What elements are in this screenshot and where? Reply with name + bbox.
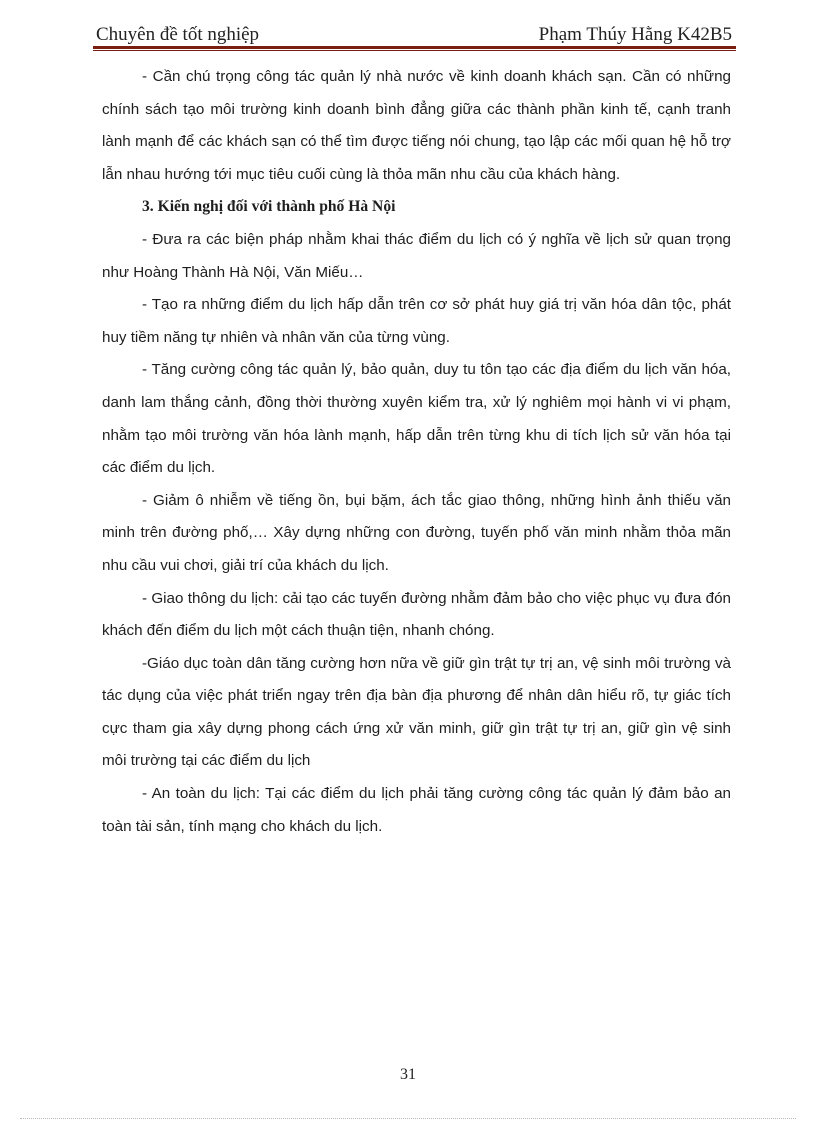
paragraph-tourist-safety: - An toàn du lịch: Tại các điểm du lịch phải tăng cường công tác quản lý đảm bảo an toàn tài sản, tính mạng cho khách du lịch. [102, 785, 731, 835]
paragraph-site-preservation: - Tăng cường công tác quản lý, bảo quản, duy tu tôn tạo các địa điểm du lịch văn hóa, danh lam thắng cảnh, đồng thời thường xuyên kiểm tra, xử lý nghiêm mọi hành vi vi phạm, nhằm tạo môi trường văn hóa lành mạnh, hấp dẫn trên từng khu di tích lịch sử văn hóa tại các điểm du lịch. [102, 361, 731, 477]
paragraph-attractive-destinations: - Tạo ra những điểm du lịch hấp dẫn trên cơ sở phát huy giá trị văn hóa dân tộc, phát huy tiềm năng tự nhiên và nhân văn của từng vùng. [102, 296, 731, 346]
paragraph-public-education: -Giáo dục toàn dân tăng cường hơn nữa về giữ gìn trật tự trị an, vệ sinh môi trường và tác dụng của việc phát triển ngay trên địa bàn địa phương để nhân dân hiểu rõ, tự giác tích cực tham gia xây dựng phong cách ứng xử văn minh, giữ gìn trật tự trị an, giữ gìn vệ sinh môi trường tại các điểm du lịch [102, 654, 731, 770]
paragraph-state-management: - Cần chú trọng công tác quản lý nhà nước về kinh doanh khách sạn. Cần có những chính sách tạo môi trường kinh doanh bình đẳng giữa các thành phần kinh tế, cạnh tranh lành mạnh để các khách sạn có thể tìm được tiếng nói chung, tạo lập các mối quan hệ hỗ trợ lẫn nhau hướng tới mục tiêu cuối cùng là thỏa mãn nhu cầu của khách hàng. [102, 68, 731, 183]
header-author: Phạm Thúy Hằng K42B5 [538, 24, 732, 45]
document-body [102, 61, 731, 843]
paragraph-pollution-reduction: - Giảm ô nhiễm về tiếng ồn, bụi bặm, ách tắc giao thông, những hình ảnh thiếu văn minh trên đường phố,… Xây dựng những con đường, tuyến phố văn minh nhằm thỏa mãn nhu cầu vui chơi, giải trí của khách du lịch. [102, 491, 731, 574]
section-heading: 3. Kiến nghị đối với thành phố Hà Nội [142, 198, 396, 216]
page-number: 31 [400, 1066, 416, 1083]
header-rule-thin [93, 50, 736, 51]
header-rule-thick [93, 46, 736, 49]
page-header [96, 18, 732, 46]
paragraph-historic-sites: - Đưa ra các biện pháp nhằm khai thác điểm du lịch có ý nghĩa về lịch sử quan trọng như Hoàng Thành Hà Nội, Văn Miếu… [102, 230, 731, 281]
header-title: Chuyên đề tốt nghiệp [96, 24, 260, 45]
page-bottom-border [20, 1118, 796, 1119]
paragraph-tourism-transport: - Giao thông du lịch: cải tạo các tuyến đường nhằm đảm bảo cho việc phục vụ đưa đón khách đến điểm du lịch một cách thuận tiện, nhanh chóng. [102, 589, 731, 640]
